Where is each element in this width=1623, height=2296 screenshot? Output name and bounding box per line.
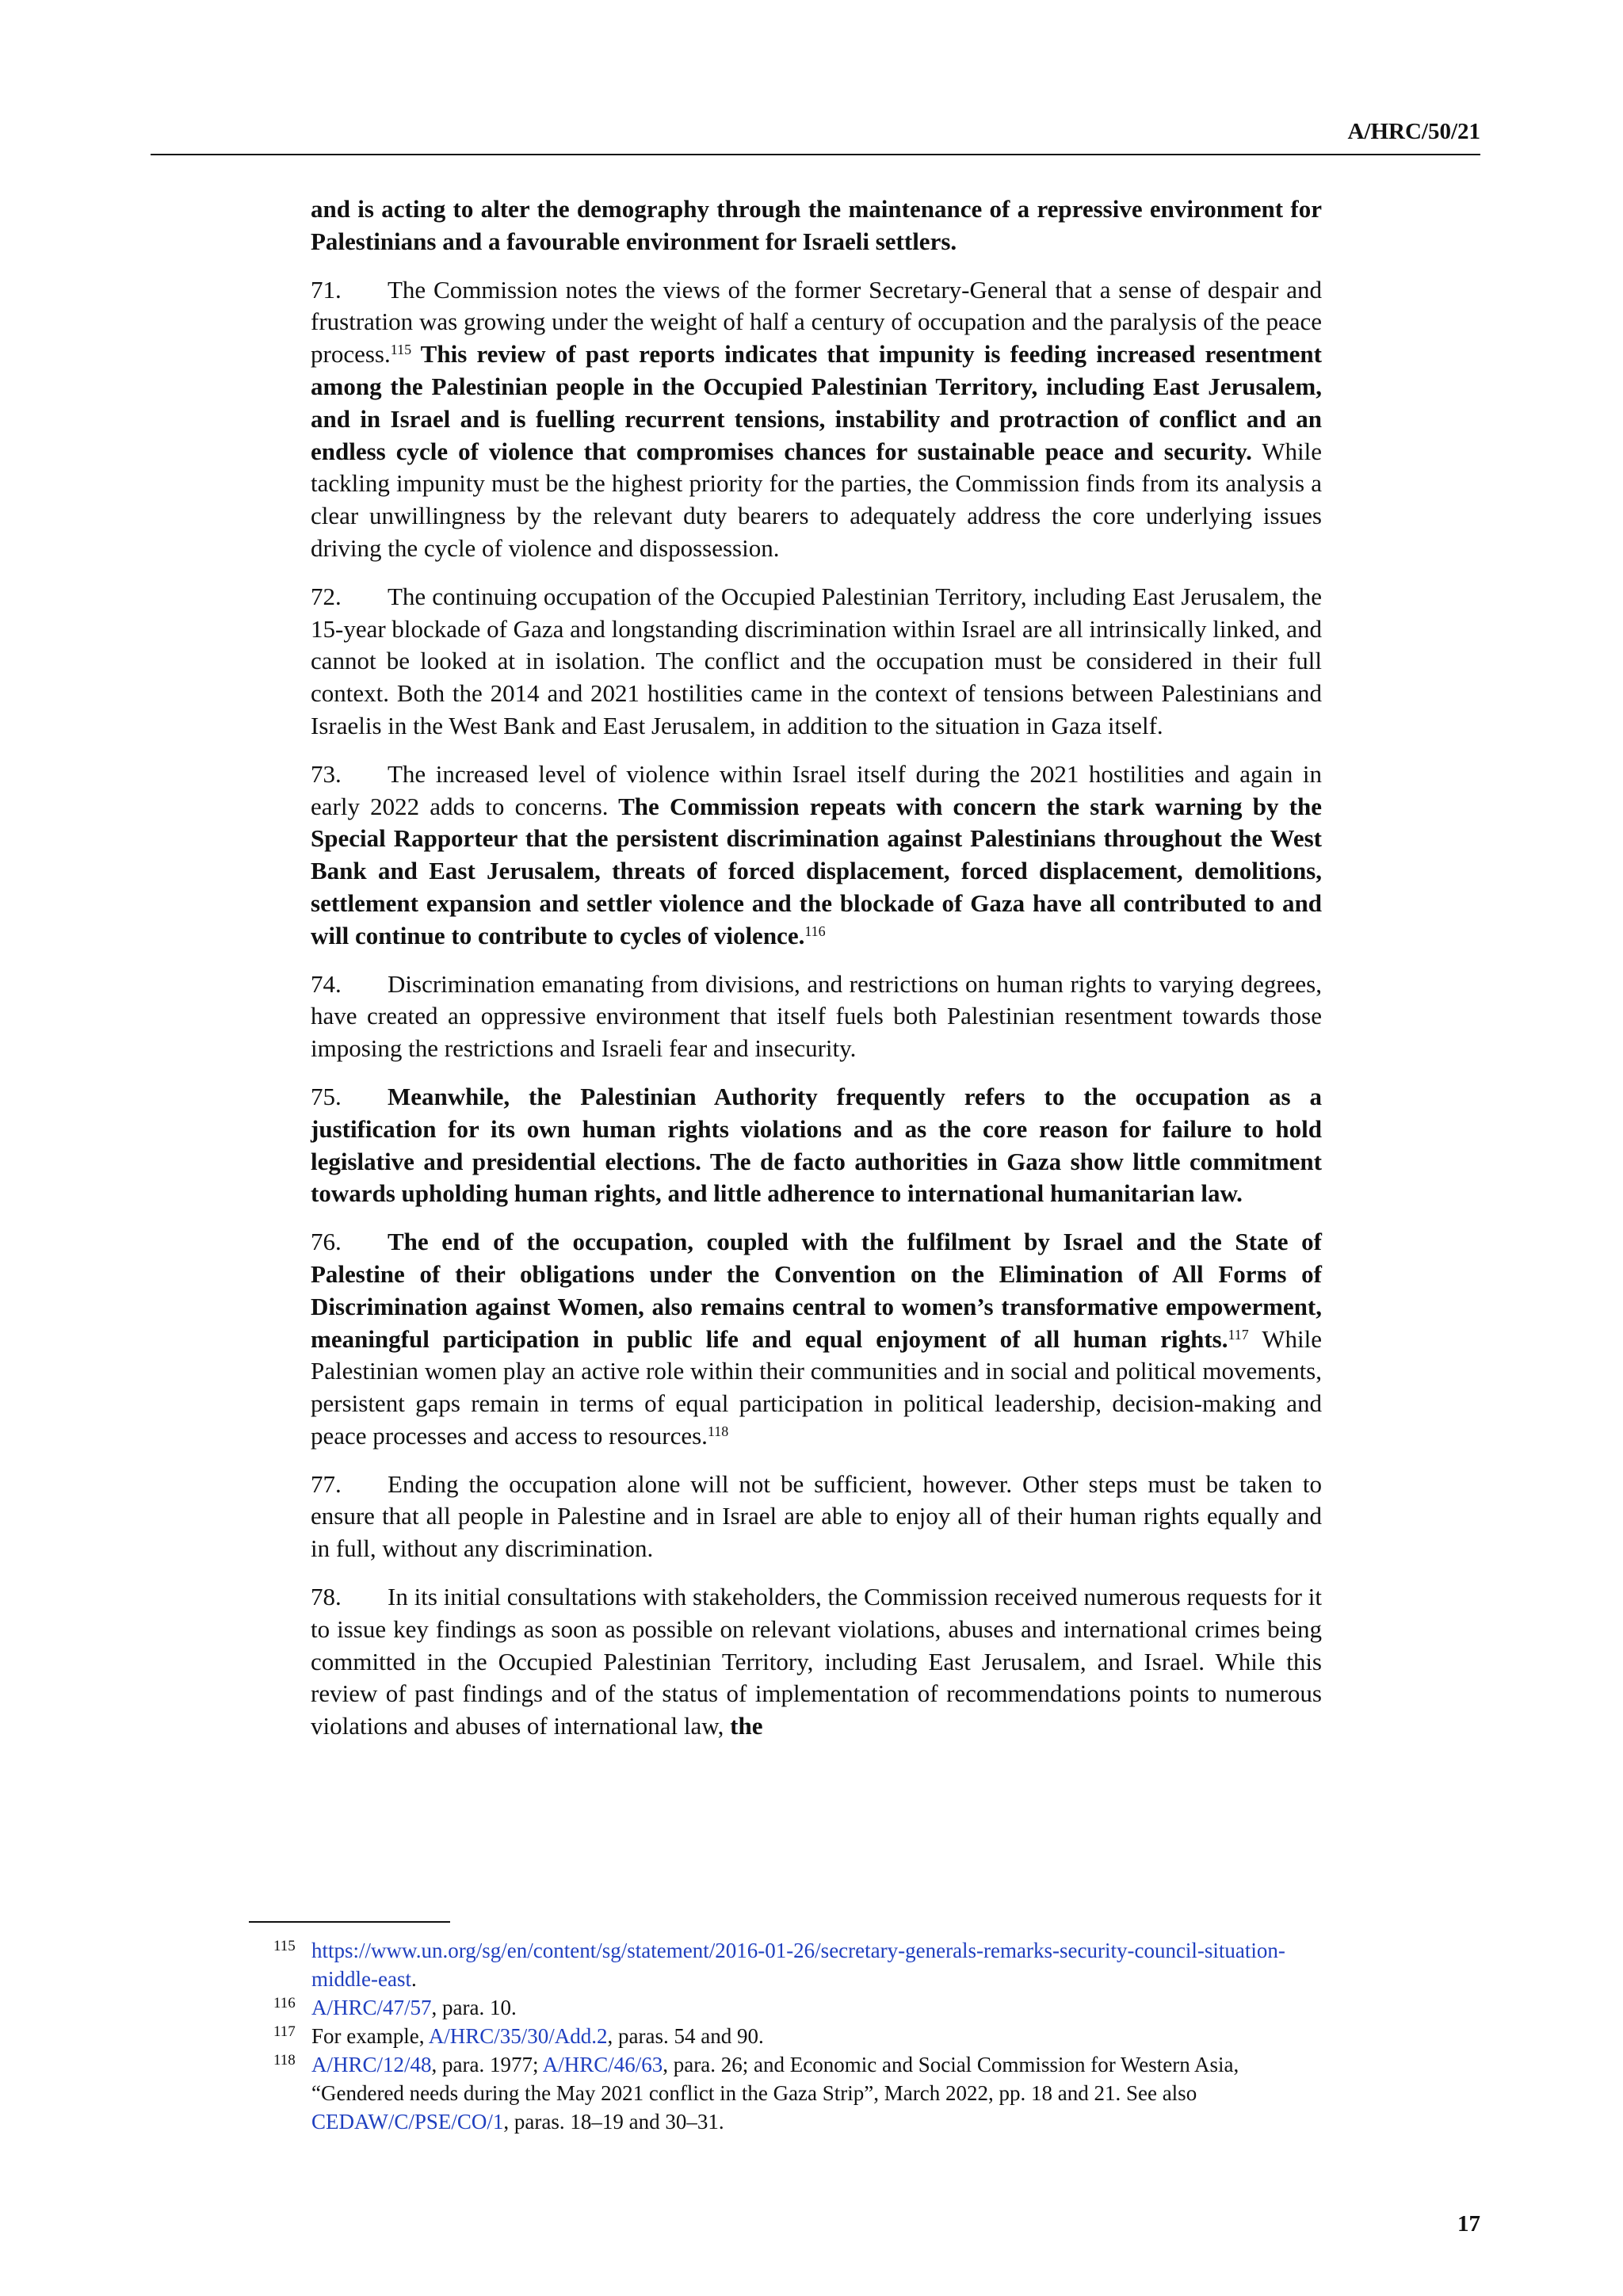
footnote-text: , para. 10. xyxy=(431,1996,517,2019)
paragraph-number: 71. xyxy=(311,275,342,304)
footnote-118 xyxy=(273,2050,1319,2136)
footnote-text: , paras. 18–19 and 30–31. xyxy=(503,2110,724,2134)
footnote-divider xyxy=(249,1921,450,1923)
paragraph-text: Ending the occupation alone will not be sufficient, however. Other steps must be taken to ensure that all people in Palestine and in Israel are able to enjoy all of their human rights equally and in full, without any discrimination. xyxy=(311,1469,1322,1563)
paragraph-text: The continuing occupation of the Occupied Palestinian Territory, including East Jerusalem, the 15-year blockade of Gaza and longstanding discrimination within Israel are all intrinsically linked, and cannot be looked at in isolation. The conflict and the occupation must be considered in their full context. Both the 2014 and 2021 hostilities came in the context of tensions between Palestinians and Israelis in the West Bank and East Jerusalem, in addition to the situation in Gaza itself. xyxy=(311,582,1322,739)
bold-text: This review of past reports indicates that impunity is feeding increased resentment among the Palestinian people in the Occupied Palestinian Territory, including East Jerusalem, and in Israel and is fuelling recurrent tensions, instability and protraction of conflict and an endless cycle of violence that compromises chances for sustainable peace and security. xyxy=(311,340,1322,465)
footnote-text: For example, xyxy=(311,2024,429,2048)
paragraph-number: 73. xyxy=(311,759,342,788)
paragraph-text: The Commission notes the views of the former Secretary-General that a sense of despair and frustration was growing under the weight of half a century of occupation and the paralysis of the peace process. xyxy=(311,275,1322,369)
paragraph-number: 76. xyxy=(311,1228,342,1256)
bold-text: The Commission repeats with concern the stark warning by the Special Rapporteur that the persistent discrimination against Palestinians throughout the West Bank and East Jerusalem, threats of forced displacement, forced displacement, demolitions, settlement expansion and settler violence and the blockade of Gaza have all contributed to and will continue to contribute to cycles of violence. xyxy=(311,792,1322,949)
paragraph-77 xyxy=(311,1469,1322,1565)
footnote-link[interactable]: A/HRC/35/30/Add.2 xyxy=(428,2024,608,2048)
page-number: 17 xyxy=(1457,2211,1480,2237)
paragraph-text: Discrimination emanating from divisions, and restrictions on human rights to varying degrees, have created an oppressive environment that itself fuels both Palestinian resentment towards those imposing the restrictions and Israeli fear and insecurity. xyxy=(311,969,1322,1063)
bold-text: and is acting to alter the demography through the maintenance of a repressive environment for Palestinians and a favourable environment for Israeli settlers. xyxy=(311,195,1322,255)
footnote-text: . xyxy=(411,1967,417,1991)
footnotes xyxy=(273,1936,1319,2136)
footnote-ref-115[interactable]: 115 xyxy=(390,342,412,358)
main-text xyxy=(311,193,1322,1759)
footnote-link[interactable]: A/HRC/46/63 xyxy=(542,2053,663,2076)
footnote-number: 115 xyxy=(273,1938,296,1954)
paragraph-text: In its initial consultations with stakeholders, the Commission received numerous requests for it to issue key findings as soon as possible on relevant violations, abuses and international crimes being committed in the Occupied Palestinian Territory, including East Jerusalem, and Israel. While this review of past findings and of the status of implementation of recommendations points to numerous violations and abuses of international law, xyxy=(311,1583,1322,1740)
paragraph-72 xyxy=(311,581,1322,743)
paragraph-76 xyxy=(311,1226,1322,1453)
paragraph-71 xyxy=(311,274,1322,565)
footnote-ref-118[interactable]: 118 xyxy=(707,1423,729,1439)
paragraph-text: While Palestinian women play an active role within their communities and in social and political movements, persistent gaps remain in terms of equal participation in political leadership, decision-making and peace processes and access to resources. xyxy=(311,1324,1322,1450)
paragraph-number: 74. xyxy=(311,969,342,998)
footnote-number: 116 xyxy=(273,1995,296,2011)
paragraph-78 xyxy=(311,1581,1322,1743)
footnote-number: 118 xyxy=(273,2052,296,2069)
footnote-text: , paras. 54 and 90. xyxy=(607,2024,764,2048)
paragraph-number: 75. xyxy=(311,1082,342,1110)
paragraph-number: 77. xyxy=(311,1469,342,1498)
paragraph-74 xyxy=(311,968,1322,1065)
paragraph-73 xyxy=(311,758,1322,953)
paragraph-number: 78. xyxy=(311,1583,342,1611)
header-divider xyxy=(151,154,1480,155)
bold-text: The end of the occupation, coupled with the fulfilment by Israel and the State of Palestine of their obligations under the Convention on the Elimination of All Forms of Discrimination against Women, also remains central to women’s transformative empowerment, meaningful participation in public life and equal enjoyment of all human rights. xyxy=(311,1228,1322,1353)
paragraph-75 xyxy=(311,1081,1322,1210)
footnote-number: 117 xyxy=(273,2023,296,2040)
footnote-ref-117[interactable]: 117 xyxy=(1228,1326,1249,1343)
paragraph-number: 72. xyxy=(311,582,342,610)
document-symbol: A/HRC/50/21 xyxy=(1347,119,1480,144)
footnote-text: , para. 26; and Economic and Social Commission for Western Asia, “Gendered needs during the May 2021 conflict in the Gaza Strip”, March 2022, pp. 18 and 21. See also xyxy=(311,2053,1239,2105)
footnote-text: , para. 1977; xyxy=(431,2053,543,2076)
paragraph-continuation xyxy=(311,193,1322,258)
footnote-link[interactable]: CEDAW/C/PSE/CO/1 xyxy=(311,2110,504,2134)
bold-text: Meanwhile, the Palestinian Authority frequently refers to the occupation as a justification for its own human rights violations and as the core reason for failure to hold legislative and presidential elections. The de facto authorities in Gaza show little commitment towards upholding human rights, and little adherence to international humanitarian law. xyxy=(311,1082,1322,1208)
paragraph-text: The increased level of violence within Israel itself during the 2021 hostilities and again in early 2022 adds to concerns. xyxy=(311,759,1322,820)
paragraph-text: While tackling impunity must be the highest priority for the parties, the Commission finds from its analysis a clear unwillingness by the relevant duty bearers to adequately address the core underlying issues driving the cycle of violence and dispossession. xyxy=(311,437,1322,562)
footnote-link[interactable]: A/HRC/47/57 xyxy=(311,1996,432,2019)
footnote-link[interactable]: https://www.un.org/sg/en/content/sg/statement/2016-01-26/secretary-generals-remarks-security-council-situation-middle-east xyxy=(311,1939,1285,1991)
footnote-link[interactable]: A/HRC/12/48 xyxy=(311,2053,432,2076)
footnote-ref-116[interactable]: 116 xyxy=(804,923,826,939)
footnote-117 xyxy=(273,2022,1319,2050)
footnote-116 xyxy=(273,1993,1319,2022)
footnote-115 xyxy=(273,1936,1319,1993)
bold-text: the xyxy=(724,1712,763,1740)
